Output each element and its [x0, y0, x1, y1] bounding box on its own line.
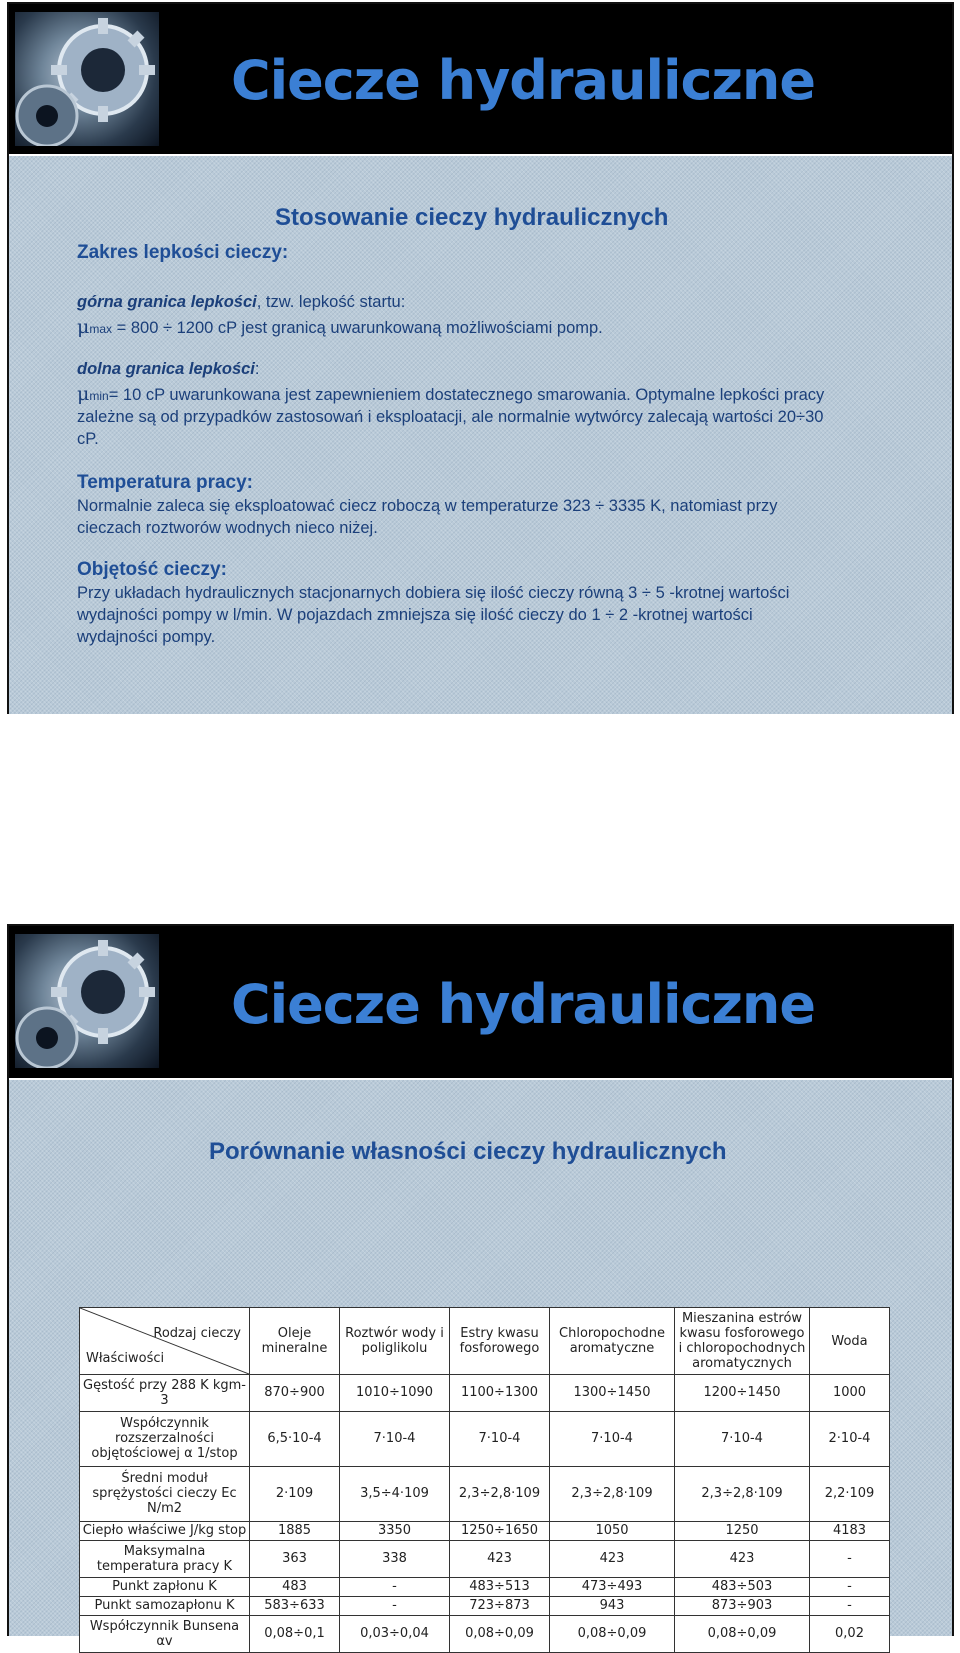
table-cell: 3,5÷4·109: [340, 1466, 450, 1521]
slide-title: Ciecze hydrauliczne: [231, 973, 815, 1036]
slide-body: [9, 1078, 952, 1649]
slide-1: [7, 2, 954, 714]
table-cell: -: [810, 1540, 890, 1577]
mu-min-subscript: min: [89, 389, 109, 403]
table-cell: 2,3÷2,8·109: [450, 1466, 550, 1521]
row-label: Punkt samozapłonu K: [80, 1596, 250, 1615]
table-row: [80, 1375, 890, 1412]
gear-logo: [15, 934, 159, 1068]
slide-header: [9, 4, 952, 154]
row-label: Gęstość przy 288 K kgm-3: [80, 1375, 250, 1412]
volume-line-3: wydajności pompy.: [77, 628, 216, 646]
gear-logo: [15, 12, 159, 146]
lower-limit-colon: :: [254, 360, 260, 378]
lower-limit-line: [77, 358, 259, 380]
slide-title: Ciecze hydrauliczne: [231, 49, 815, 112]
table-cell: -: [340, 1577, 450, 1596]
table-cell: 1200÷1450: [675, 1375, 810, 1412]
column-header: Oleje mineralne: [250, 1308, 340, 1375]
table-cell: 0,08÷0,09: [550, 1615, 675, 1652]
mu-symbol: μ: [77, 316, 90, 338]
table-cell: 723÷873: [450, 1596, 550, 1615]
table-cell: 473÷493: [550, 1577, 675, 1596]
table-row: [80, 1540, 890, 1577]
volume-heading: Objętość cieczy:: [77, 559, 227, 580]
corner-top-label: Rodzaj cieczy: [153, 1326, 241, 1341]
column-header: Chloropochodne aromatyczne: [550, 1308, 675, 1375]
slide-2: [7, 924, 954, 1649]
table-cell: 583÷633: [250, 1596, 340, 1615]
slide-subtitle: Stosowanie cieczy hydraulicznych: [275, 204, 669, 231]
table-cell: 483: [250, 1577, 340, 1596]
row-label: Współczynnik rozszerzalności objętościowej α 1/stop: [80, 1411, 250, 1466]
table-cell: 0,08÷0,1: [250, 1615, 340, 1652]
table-cell: 483÷503: [675, 1577, 810, 1596]
slide-header: [9, 926, 952, 1078]
table-cell: 6,5·10-4: [250, 1411, 340, 1466]
table-cell: 0,08÷0,09: [675, 1615, 810, 1652]
table-cell: 7·10-4: [550, 1411, 675, 1466]
table-cell: 943: [550, 1596, 675, 1615]
table-cell: 0,02: [810, 1615, 890, 1652]
table-cell: 1250: [675, 1521, 810, 1540]
table-cell: 363: [250, 1540, 340, 1577]
column-header: Estry kwasu fosforowego: [450, 1308, 550, 1375]
corner-bottom-label: Właściwości: [86, 1351, 165, 1366]
row-label: Średni moduł sprężystości cieczy Ec N/m2: [80, 1466, 250, 1521]
table-cell: 2,3÷2,8·109: [675, 1466, 810, 1521]
slide-subtitle: Porównanie własności cieczy hydraulicznych: [209, 1138, 727, 1165]
table-cell: 1885: [250, 1521, 340, 1540]
table-cell: -: [340, 1596, 450, 1615]
table-row: [80, 1411, 890, 1466]
table-row: [80, 1615, 890, 1652]
upper-limit-rest: , tzw. lepkość startu:: [256, 293, 406, 311]
volume-line-2: wydajności pompy w l/min. W pojazdach zmniejsza się ilość cieczy do 1 ÷ 2 -krotnej wartości: [77, 606, 753, 624]
table-cell: 4183: [810, 1521, 890, 1540]
table-cell: 423: [675, 1540, 810, 1577]
table-cell: 338: [340, 1540, 450, 1577]
column-header: Woda: [810, 1308, 890, 1375]
viscosity-line-2: zależne są od przypadków zastosowań i eksploatacji, ale normalnie wytwórcy zalecają wartości 20÷30: [77, 408, 824, 426]
table-row: [80, 1577, 890, 1596]
row-label: Ciepło właściwe J/kg stop: [80, 1521, 250, 1540]
table-corner-cell: [80, 1308, 250, 1375]
temperature-line-2: cieczach roztworów wodnych nieco niżej.: [77, 519, 378, 537]
table-cell: 2,3÷2,8·109: [550, 1466, 675, 1521]
upper-limit-label: górna granica lepkości: [77, 293, 257, 311]
upper-limit-line: [77, 291, 405, 313]
table-cell: 0,08÷0,09: [450, 1615, 550, 1652]
row-label: Maksymalna temperatura pracy K: [80, 1540, 250, 1577]
mu-max-line: [77, 316, 603, 340]
lower-limit-label: dolna granica lepkości: [77, 360, 255, 378]
table-cell: 2·10-4: [810, 1411, 890, 1466]
column-header: Roztwór wody i poliglikolu: [340, 1308, 450, 1375]
row-label: Współczynnik Bunsena αv: [80, 1615, 250, 1652]
table-body: [80, 1375, 890, 1653]
table-cell: 7·10-4: [340, 1411, 450, 1466]
table-cell: 423: [550, 1540, 675, 1577]
temperature-heading: Temperatura pracy:: [77, 472, 253, 493]
table-cell: 2·109: [250, 1466, 340, 1521]
table-cell: 1300÷1450: [550, 1375, 675, 1412]
table-cell: 1050: [550, 1521, 675, 1540]
table-row: [80, 1596, 890, 1615]
table-cell: 1000: [810, 1375, 890, 1412]
slide-body: [9, 154, 952, 714]
table-cell: 1100÷1300: [450, 1375, 550, 1412]
table-cell: 873÷903: [675, 1596, 810, 1615]
temperature-line-1: Normalnie zaleca się eksploatować ciecz roboczą w temperaturze 323 ÷ 3335 K, natomiast przy: [77, 497, 778, 515]
volume-line-1: Przy układach hydraulicznych stacjonarnych dobiera się ilość cieczy równą 3 ÷ 5 -krotnej wartości: [77, 584, 790, 602]
table-cell: 483÷513: [450, 1577, 550, 1596]
table-cell: 423: [450, 1540, 550, 1577]
table-cell: 7·10-4: [675, 1411, 810, 1466]
mu-symbol: μ: [77, 383, 90, 405]
mu-min-line: [77, 383, 824, 407]
viscosity-line-3: cP.: [77, 430, 99, 448]
table-cell: -: [810, 1596, 890, 1615]
table-row: [80, 1466, 890, 1521]
properties-table: [79, 1307, 890, 1653]
table-cell: 1010÷1090: [340, 1375, 450, 1412]
table-header-row: [80, 1308, 890, 1375]
table-cell: 2,2·109: [810, 1466, 890, 1521]
table-cell: 0,03÷0,04: [340, 1615, 450, 1652]
mu-max-text: = 800 ÷ 1200 cP jest granicą uwarunkowaną możliwościami pomp.: [112, 319, 603, 337]
table-cell: 870÷900: [250, 1375, 340, 1412]
table-cell: 3350: [340, 1521, 450, 1540]
table-cell: 7·10-4: [450, 1411, 550, 1466]
table-row: [80, 1521, 890, 1540]
mu-min-text: = 10 cP uwarunkowana jest zapewnieniem dostatecznego smarowania. Optymalne lepkości pracy: [108, 386, 825, 404]
table-cell: -: [810, 1577, 890, 1596]
row-label: Punkt zapłonu K: [80, 1577, 250, 1596]
table-cell: 1250÷1650: [450, 1521, 550, 1540]
mu-max-subscript: max: [89, 322, 113, 336]
range-heading: Zakres lepkości cieczy:: [77, 242, 289, 263]
column-header: Mieszanina estrów kwasu fosforowego i chloropochodnych aromatycznych: [675, 1308, 810, 1375]
